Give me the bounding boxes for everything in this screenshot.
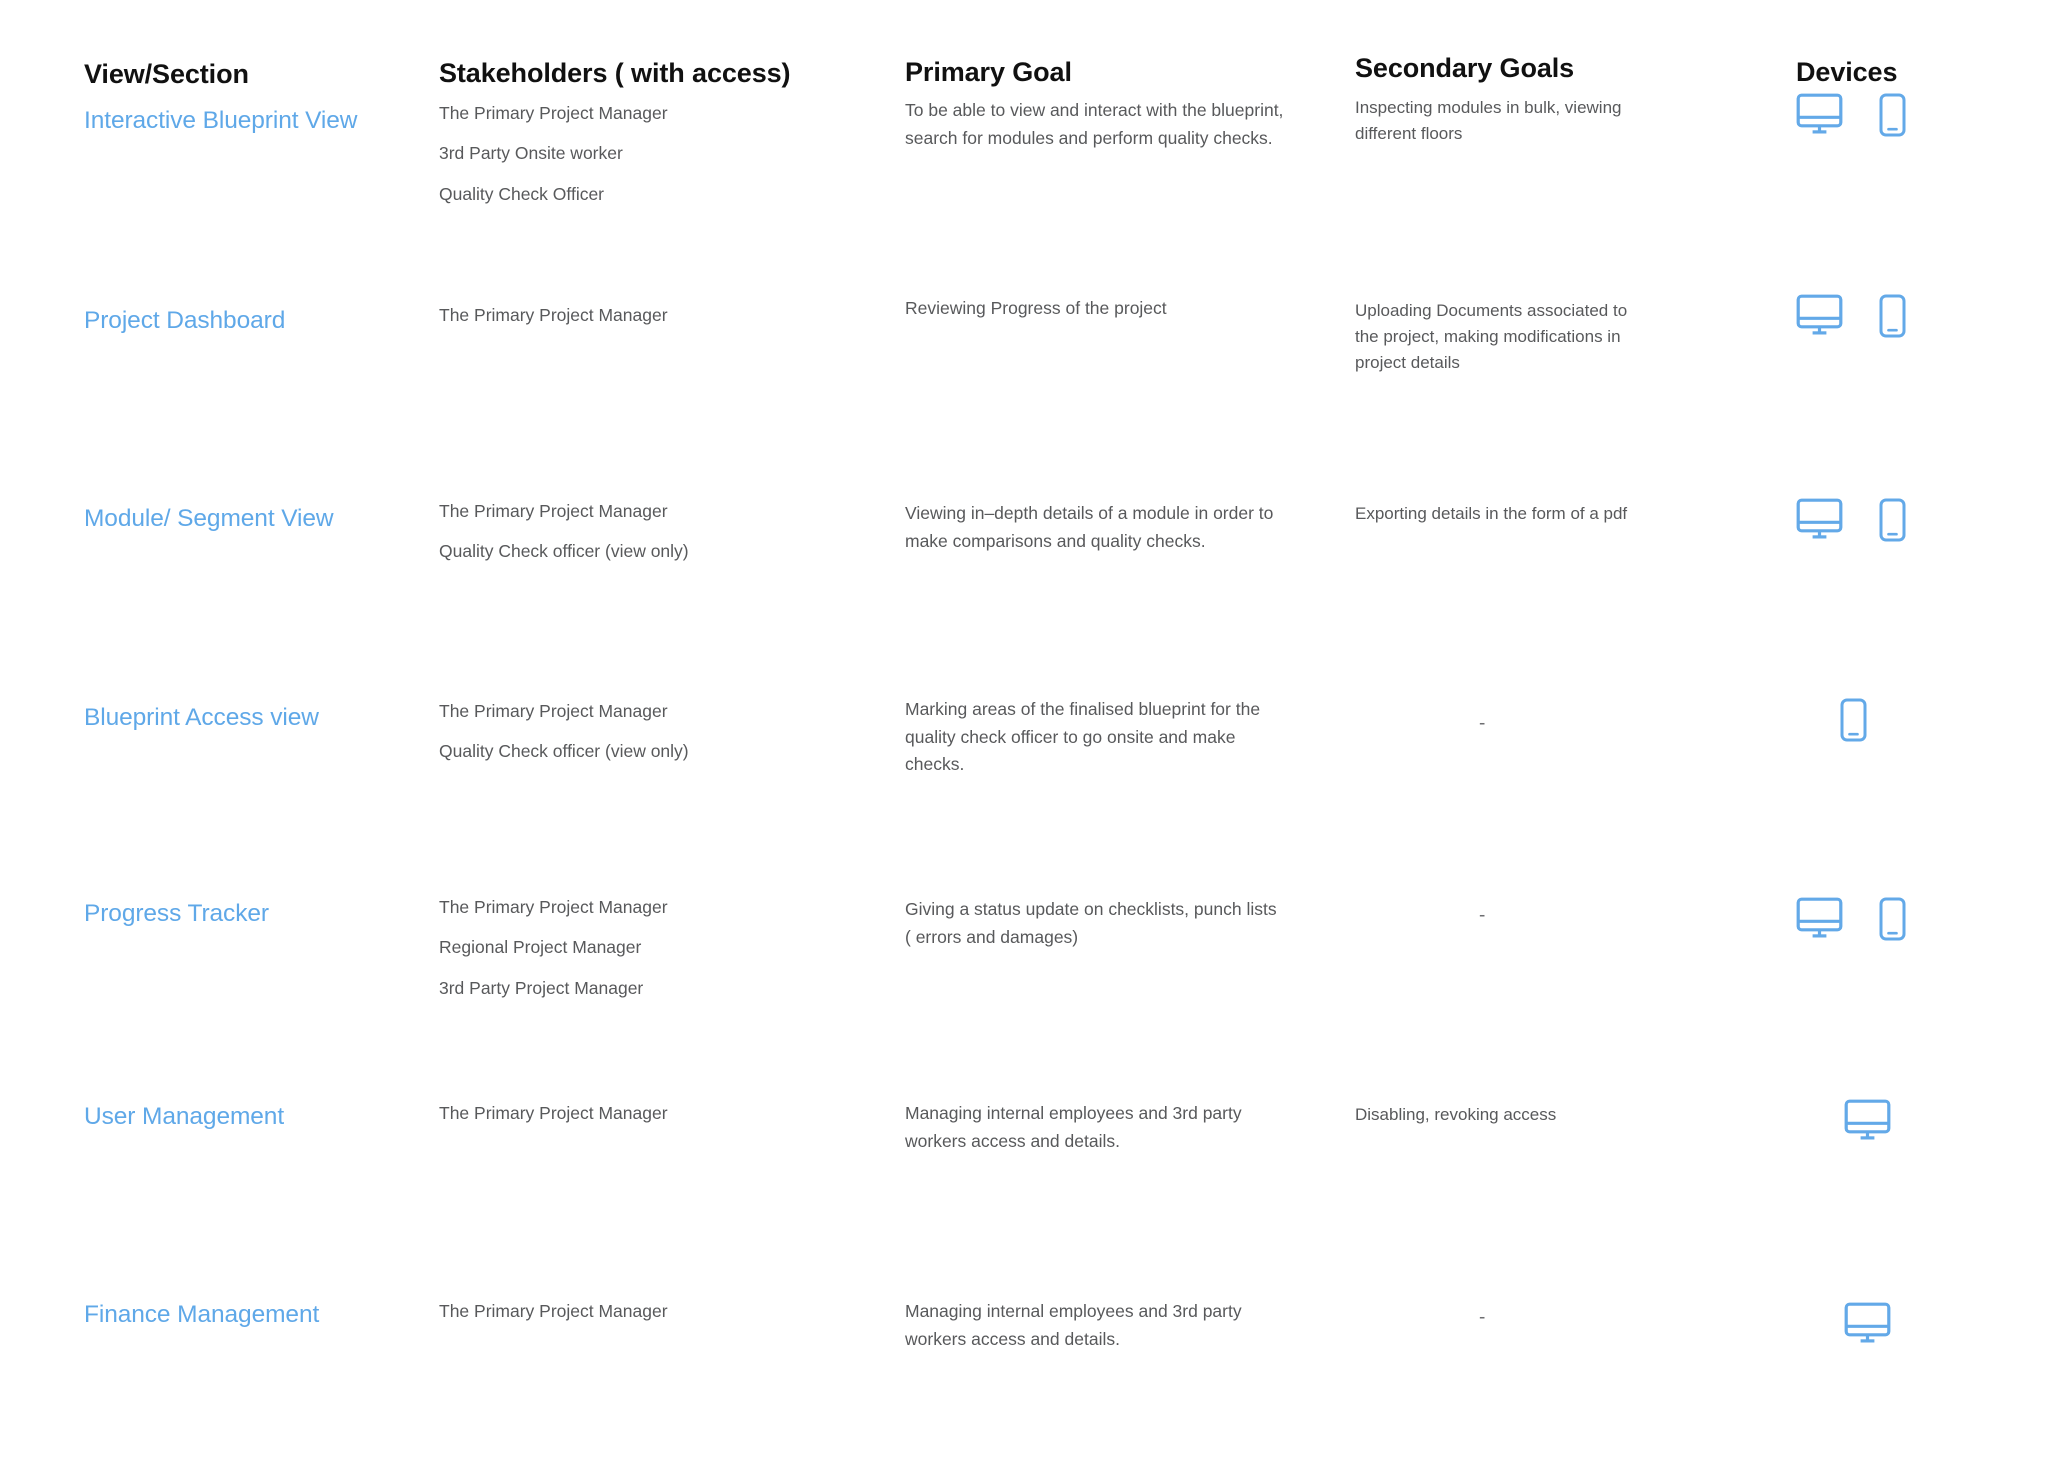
row-stakeholders-cell [439, 682, 905, 761]
row-secondary-goal-cell [1355, 1078, 1796, 1128]
list-item: 3rd Party Project Manager [439, 977, 644, 998]
view-section-link[interactable]: Module/ Segment View [84, 505, 334, 532]
row-view-name-cell [84, 484, 439, 535]
row-stakeholders-cell [439, 286, 905, 324]
list-item: The Primary Project Manager [439, 501, 668, 521]
row-primary-goal-cell [905, 286, 1355, 323]
primary-goal-text: Viewing in–depth details of a module in order to make comparisons and quality checks. [905, 503, 1274, 551]
view-section-link[interactable]: Progress Tracker [84, 900, 269, 927]
desktop-monitor-icon [1844, 1302, 1891, 1343]
device-icon-group [1796, 682, 2048, 742]
table-row [0, 880, 2048, 1078]
row-view-name-cell [84, 682, 439, 734]
row-view-name-cell [84, 1276, 439, 1331]
desktop-monitor-icon [1796, 897, 1843, 938]
device-icon-group [1796, 1276, 2048, 1343]
mobile-phone-icon [1879, 897, 1906, 941]
table-header-row [0, 0, 2048, 88]
stakeholder-list [439, 1276, 905, 1320]
desktop-monitor-icon [1796, 294, 1843, 335]
column-header-devices: Devices [1796, 57, 1898, 87]
row-devices-cell [1796, 484, 2048, 542]
primary-goal-text: Marking areas of the finalised blueprint for the quality check officer to go onsite and make checks. [905, 699, 1261, 775]
list-item: Quality Check Officer [439, 183, 605, 204]
row-primary-goal-cell [905, 88, 1355, 152]
row-devices-cell [1796, 88, 2048, 137]
row-secondary-goal-cell [1355, 682, 1796, 739]
stakeholder-list [439, 682, 905, 761]
view-section-link[interactable]: User Management [84, 1103, 285, 1130]
secondary-goal-text: - [1479, 905, 1486, 926]
row-primary-goal-cell [905, 1078, 1355, 1155]
primary-goal-text: To be able to view and interact with the blueprint, search for modules and perform quality checks. [905, 100, 1284, 148]
view-section-link[interactable]: Project Dashboard [84, 307, 286, 334]
list-item: The Primary Project Manager [439, 1301, 668, 1321]
list-item: The Primary Project Manager [439, 305, 668, 325]
row-view-name-cell [84, 1078, 439, 1133]
stakeholder-list [439, 484, 905, 561]
table-row [0, 1276, 2048, 1474]
primary-goal-text: Reviewing Progress of the project [905, 298, 1167, 318]
row-secondary-goal-cell [1355, 484, 1796, 527]
table-row [0, 484, 2048, 682]
row-devices-cell [1796, 1078, 2048, 1140]
device-icon-group [1796, 88, 2048, 137]
primary-goal-text: Managing internal employees and 3rd party workers access and details. [905, 1103, 1242, 1151]
desktop-monitor-icon [1796, 93, 1843, 134]
row-secondary-goal-cell [1355, 1276, 1796, 1333]
row-view-name-cell [84, 880, 439, 930]
row-secondary-goal-cell [1355, 880, 1796, 931]
stakeholder-list [439, 1078, 905, 1122]
row-secondary-goal-cell [1355, 286, 1796, 375]
stakeholder-list [439, 880, 905, 997]
mobile-phone-icon [1879, 498, 1906, 542]
device-icon-group [1796, 880, 2048, 941]
row-stakeholders-cell [439, 484, 905, 561]
row-devices-cell [1796, 880, 2048, 941]
secondary-goal-text: - [1479, 1307, 1486, 1328]
column-header-view-section: View/Section [84, 59, 249, 89]
list-item: The Primary Project Manager [439, 1103, 668, 1123]
list-item: The Primary Project Manager [439, 701, 668, 721]
view-section-link[interactable]: Finance Management [84, 1301, 320, 1328]
device-icon-group [1796, 286, 2048, 338]
secondary-goal-text: Disabling, revoking access [1355, 1105, 1557, 1124]
mobile-phone-icon [1840, 698, 1867, 742]
row-stakeholders-cell [439, 880, 905, 997]
stakeholder-list [439, 286, 905, 324]
row-devices-cell [1796, 286, 2048, 338]
column-header-primary-goal: Primary Goal [905, 57, 1072, 87]
row-secondary-goal-cell [1355, 88, 1796, 147]
list-item: The Primary Project Manager [439, 103, 668, 123]
row-primary-goal-cell [905, 880, 1355, 951]
row-view-name-cell [84, 286, 439, 337]
column-header-secondary-goals: Secondary Goals [1355, 53, 1575, 83]
list-item: 3rd Party Onsite worker [439, 143, 623, 164]
device-icon-group [1796, 1078, 2048, 1140]
table-row [0, 1078, 2048, 1276]
table-row [0, 286, 2048, 484]
row-primary-goal-cell [905, 484, 1355, 555]
mobile-phone-icon [1879, 93, 1906, 137]
row-stakeholders-cell [439, 88, 905, 203]
list-item: Quality Check officer (view only) [439, 541, 689, 562]
secondary-goal-text: Inspecting modules in bulk, viewing different floors [1355, 98, 1622, 143]
secondary-goal-text: Uploading Documents associated to the project, making modifications in project details [1355, 301, 1628, 372]
secondary-goal-text: - [1479, 713, 1486, 734]
desktop-monitor-icon [1796, 498, 1843, 539]
view-section-link[interactable]: Blueprint Access view [84, 704, 319, 731]
row-stakeholders-cell [439, 1078, 905, 1122]
row-devices-cell [1796, 1276, 2048, 1343]
row-devices-cell [1796, 682, 2048, 742]
primary-goal-text: Giving a status update on checklists, punch lists ( errors and damages) [905, 899, 1277, 947]
view-section-link[interactable]: Interactive Blueprint View [84, 107, 358, 134]
list-item: Quality Check officer (view only) [439, 741, 689, 762]
list-item: Regional Project Manager [439, 937, 642, 958]
primary-goal-text: Managing internal employees and 3rd party workers access and details. [905, 1301, 1242, 1349]
mobile-phone-icon [1879, 294, 1906, 338]
stakeholder-list [439, 88, 905, 203]
row-primary-goal-cell [905, 1276, 1355, 1353]
device-icon-group [1796, 484, 2048, 542]
desktop-monitor-icon [1844, 1099, 1891, 1140]
row-view-name-cell [84, 88, 439, 137]
list-item: The Primary Project Manager [439, 897, 668, 917]
row-primary-goal-cell [905, 682, 1355, 779]
column-header-stakeholders: Stakeholders ( with access) [439, 58, 791, 88]
secondary-goal-text: Exporting details in the form of a pdf [1355, 504, 1628, 523]
row-stakeholders-cell [439, 1276, 905, 1320]
table-row [0, 682, 2048, 880]
table-row [0, 88, 2048, 286]
